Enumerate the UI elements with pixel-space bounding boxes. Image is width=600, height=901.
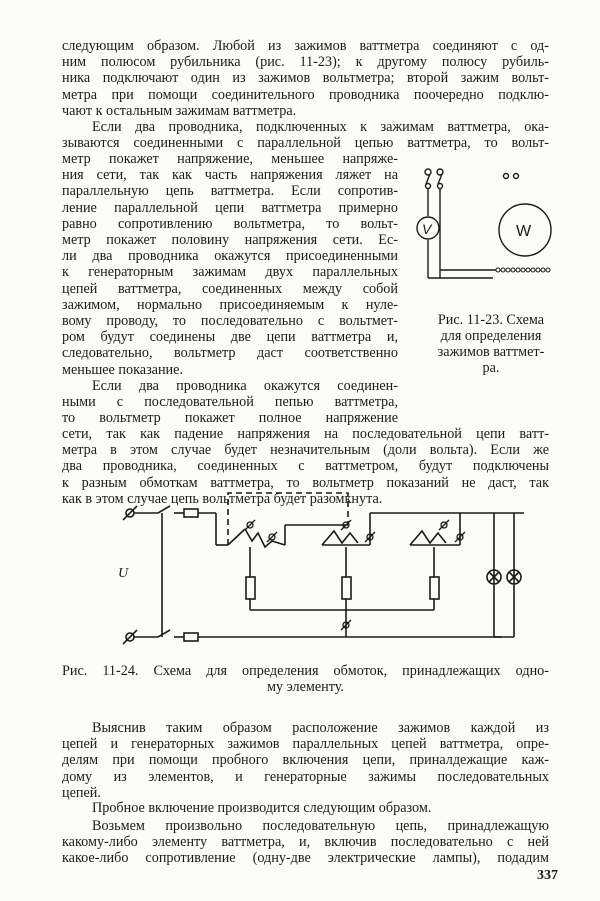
wattmeter-label: W (516, 223, 532, 240)
figure-11-24-diagram (110, 485, 560, 655)
caption-line: му элементу. (267, 679, 344, 695)
paragraph-4 (62, 720, 549, 801)
text-line: какому-либо элементу ваттметра, и, включив последовательно с ней (62, 834, 549, 851)
text-line: делям при помощи пробного включения цепи, приналдежащие каж- (62, 752, 549, 769)
text-line: как в этом случае цепь вольтметра будет разомкнута. (62, 490, 383, 507)
text-line: равно сопротивлению вольтметра, то вольт- (62, 215, 398, 232)
text-line: зажимом, нормально присоединяемым к нуле- (62, 296, 398, 313)
text-line: метр покажет напряжение, меньшее напряже- (62, 151, 398, 167)
text-line: дому из элементов, и генераторные зажимы последовательных (62, 768, 549, 785)
voltage-label: U (118, 566, 129, 581)
text-line: ными с последовательной пепью ваттметра, (62, 394, 398, 411)
text-line: вому проводу, то последовательно с вольтмет- (62, 313, 398, 330)
text-line: ника подключают один из зажимов вольтметра; второй зажим вольт- (62, 70, 549, 87)
figure-11-24-caption (62, 663, 549, 695)
resistor-3 (430, 577, 439, 599)
text-line: цепей ваттметра, соединенных между собой (62, 280, 398, 297)
figure-11-23-diagram (408, 160, 558, 295)
text-line: ним полюсом рубильника (рис. 11-23); к другому полюсу рубиль- (62, 54, 549, 71)
text-line: следовательно, вольтметр даст соответственно (62, 345, 398, 362)
caption-line: Рис. 11-23. Схема (437, 312, 545, 328)
terminal-marks (245, 520, 465, 630)
fuse-bottom (184, 633, 198, 641)
text-line: чают к остальным зажимам ваттметра. (62, 102, 297, 119)
text-line: Если два проводника, подключенных к зажимам ваттметра, ока- (92, 119, 549, 135)
text-line: меньшее показание. (62, 361, 183, 378)
text-line: какое-либо сопротивление (одну-две электрические лампы), подадим (62, 850, 549, 867)
figure-11-23-caption (418, 312, 564, 376)
text-line: Если два проводника окажутся соединен- (92, 378, 398, 394)
caption-line: Рис. 11-24. Схема для определения обмоток, принадлежащих одно- (62, 663, 549, 679)
text-line: то вольтметр покажет полное напряжение (62, 410, 398, 427)
dashed-jumper (228, 493, 348, 545)
text-line: к разным обмоткам ваттметра, то вольтметр показаний не даст, так (62, 474, 549, 491)
text-line: параллельную цепь ваттметра. Если сопротив- (62, 183, 398, 200)
text-line: метра при помощи соединительного проводника поочередно подклю- (62, 86, 549, 103)
text-line: Выяснив таким образом расположение зажимов каждой из (92, 720, 549, 736)
text-line: цепей. (62, 784, 101, 801)
page-number: 337 (537, 868, 558, 883)
caption-line: зажимов ваттмет- (437, 344, 545, 360)
paragraph-2-start (62, 119, 549, 151)
switch-terminals (425, 169, 443, 189)
text-line: Возьмем произвольно последовательную цепь, принадлежащую (92, 818, 549, 834)
paragraph-3-narrow (62, 378, 398, 427)
text-line: ния сети, так как часть напряжения ляжет на (62, 167, 398, 184)
text-line: следующим образом. Любой из зажимов ваттметра соединяют с од- (62, 38, 549, 54)
paragraph-2-narrow (62, 151, 398, 378)
paragraph-1 (62, 38, 549, 119)
caption-line: для определения (440, 328, 542, 344)
paragraph-6 (62, 818, 549, 867)
text-line: сети, так как падение напряжения на последовательной цепи ватт- (62, 426, 549, 442)
text-line: к генераторным зажимам двух параллельных (62, 264, 398, 281)
text-line: ли два проводника окажутся присоединенными (62, 248, 398, 265)
text-line: метра в этом случае будет незначительным (доли вольта). Если же (62, 442, 549, 459)
wattmeter-terminal-row (496, 268, 550, 272)
resistor-2 (342, 577, 351, 599)
wattmeter-top-terminals (504, 174, 519, 179)
text-line: зываются соединенными с параллельной цепью ваттметра, то вольт- (62, 135, 549, 152)
text-line: цепей и генераторных зажимов параллельных цепей ваттметра, опре- (62, 736, 549, 753)
fuse-top (184, 509, 198, 517)
resistor-1 (246, 577, 255, 599)
text-line: два проводника, соединенных с ваттметром, будут подключены (62, 458, 549, 475)
text-line: ление параллельной цепи ваттметра примерно (62, 199, 398, 216)
text-line: ром будут соединены две цепи ваттметра и, (62, 329, 398, 346)
paragraph-5 (62, 800, 549, 816)
text-line: метр покажет половину напряжения сети. Ес- (62, 232, 398, 249)
text-line: Пробное включение производится следующим образом. (92, 800, 432, 816)
voltmeter-label: V (422, 221, 432, 237)
caption-line: ра. (482, 360, 500, 376)
